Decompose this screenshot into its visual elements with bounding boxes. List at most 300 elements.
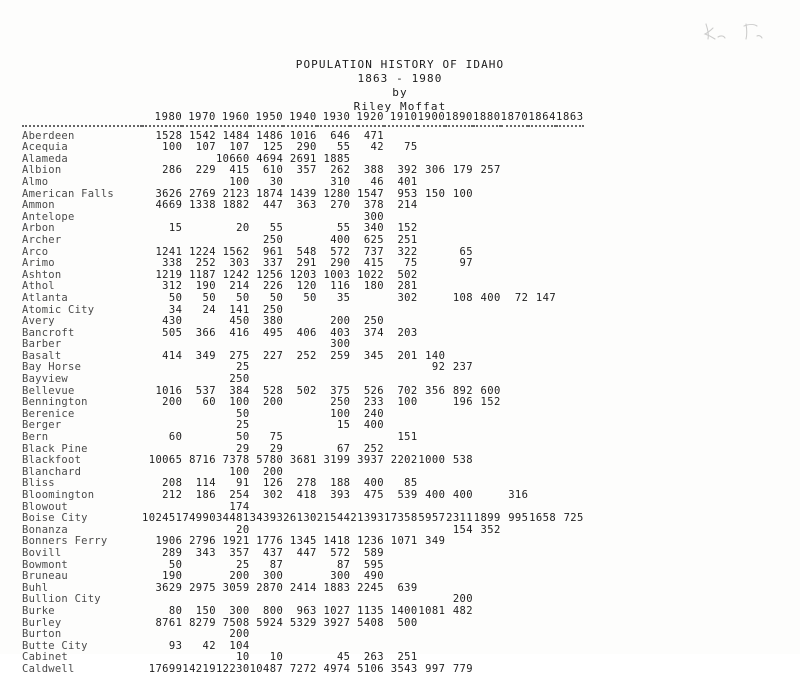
population-cell: 1242 (222, 268, 250, 281)
title-line-3: by (392, 86, 408, 99)
population-cell: 50 (168, 558, 183, 571)
table-row[interactable] (22, 606, 584, 618)
population-cell (182, 571, 216, 583)
table-row[interactable] (22, 490, 584, 502)
population-cell: 25 (236, 361, 250, 374)
population-cell (473, 142, 501, 154)
population-cell: 7378 (222, 454, 250, 467)
table-row[interactable] (22, 618, 584, 630)
population-cell: 5106 (357, 662, 384, 675)
population-cell: 4974 (323, 662, 351, 675)
year-column-header-1950[interactable]: 1950 (255, 111, 284, 123)
population-cell (556, 258, 584, 270)
population-cell: 87 (269, 558, 284, 571)
population-cell: 2691 (289, 152, 317, 165)
population-cell (142, 652, 182, 664)
population-cell: 1418 (323, 535, 351, 548)
population-cell: 639 (397, 581, 418, 594)
population-cell: 20 (236, 222, 250, 235)
population-cell: 526 (363, 384, 384, 397)
population-cell (556, 455, 584, 467)
population-cell: 114 (195, 477, 216, 490)
title-line-4: Riley Moffat (353, 100, 447, 113)
population-cell (473, 212, 501, 224)
table-row[interactable] (22, 548, 584, 560)
population-cell: 17358 (384, 512, 418, 525)
table-row[interactable] (22, 397, 584, 409)
population-cell: 29 (236, 442, 250, 455)
population-cell (556, 618, 584, 630)
population-cell: 572 (330, 245, 351, 258)
population-cell (501, 444, 529, 456)
place-name: Ammon (22, 199, 55, 212)
place-name: Buhl (22, 581, 49, 594)
population-cell (473, 223, 501, 235)
population-cell (528, 594, 556, 606)
population-cell (556, 177, 584, 189)
population-cell: 1776 (256, 535, 284, 548)
population-cell: 208 (162, 477, 183, 490)
population-cell (142, 235, 182, 247)
population-cell (528, 548, 556, 560)
population-cell: 147 (535, 291, 557, 304)
population-cell: 589 (363, 546, 384, 559)
population-cell: 67 (336, 442, 351, 455)
population-cell: 104 (229, 639, 250, 652)
table-header (22, 112, 584, 131)
table-row[interactable] (22, 652, 584, 664)
place-name: Bonanza (22, 523, 69, 536)
population-cell: 316 (508, 489, 529, 501)
year-column-header-1910[interactable]: 1910 (389, 111, 418, 123)
population-cell: 401 (397, 175, 418, 188)
population-cell (528, 641, 556, 653)
year-column-header-1870[interactable]: 1870 (500, 111, 529, 123)
population-cell: 1439 (289, 187, 317, 200)
population-cell (501, 339, 529, 351)
year-column-header-1900[interactable]: 1900 (417, 111, 446, 123)
population-cell: 3059 (222, 581, 250, 594)
population-cell (556, 467, 584, 479)
population-cell: 447 (296, 546, 317, 559)
population-cell: 495 (263, 326, 284, 339)
population-cell: 65 (459, 245, 473, 258)
year-column-header-1880[interactable]: 1880 (472, 111, 501, 123)
population-cell (556, 641, 584, 653)
population-cell: 10065 (148, 454, 183, 467)
table-row[interactable] (22, 177, 584, 189)
year-column-header-1930[interactable]: 1930 (322, 111, 351, 123)
place-name: Bloomington (22, 489, 95, 501)
place-name: Bonners Ferry (22, 535, 108, 548)
table-row[interactable] (22, 305, 584, 317)
population-cell: 212 (162, 489, 183, 501)
population-cell: 100 (397, 396, 418, 409)
population-cell (556, 386, 584, 398)
table-row[interactable] (22, 420, 584, 432)
place-name: Atomic City (22, 303, 95, 316)
population-cell: 55 (336, 222, 351, 235)
year-column-header-1960[interactable]: 1960 (221, 111, 250, 123)
population-cell: 300 (330, 338, 351, 351)
population-cell: 356 (425, 384, 446, 397)
population-cell: 190 (162, 570, 183, 583)
year-column-header-1864[interactable]: 1864 (528, 111, 557, 123)
population-cell (283, 235, 317, 247)
rule-cell-1864 (528, 124, 556, 131)
population-cell: 357 (296, 164, 317, 177)
population-cell (501, 409, 529, 421)
population-cell (418, 200, 446, 212)
population-cell (418, 618, 446, 630)
population-cell: 200 (162, 396, 183, 409)
population-cell (473, 339, 501, 351)
population-cell (556, 664, 584, 676)
population-cell (501, 455, 529, 467)
table-row[interactable] (22, 455, 584, 467)
population-cell: 286 (162, 164, 183, 177)
population-cell: 1400 (390, 604, 418, 617)
population-cell: 1658 (529, 512, 557, 525)
population-cell: 152 (480, 396, 501, 409)
population-cell (501, 270, 529, 282)
population-cell: 572 (330, 546, 351, 559)
year-column-header-1863[interactable]: 1863 (556, 111, 584, 123)
population-cell (528, 131, 556, 143)
population-cell: 5780 (256, 454, 284, 467)
population-cell (501, 571, 529, 583)
table-row[interactable] (22, 409, 584, 421)
place-name: Archer (22, 233, 62, 246)
title-line-1: POPULATION HISTORY OF IDAHO (295, 58, 505, 71)
population-cell: 306 (425, 164, 446, 177)
population-cell (501, 583, 529, 595)
place-name: Bancroft (22, 326, 75, 339)
population-cell: 322 (397, 245, 418, 258)
population-cell: 1345 (289, 535, 317, 548)
population-cell: 430 (162, 315, 183, 328)
population-cell: 250 (263, 233, 284, 246)
document-title-block (0, 58, 800, 114)
population-cell (556, 490, 584, 502)
population-cell (528, 142, 556, 154)
population-cell: 1542 (189, 129, 216, 142)
population-cell (556, 235, 584, 247)
population-cell (473, 536, 501, 548)
table-row[interactable] (22, 328, 584, 340)
table-row[interactable] (22, 362, 584, 374)
population-cell (556, 536, 584, 548)
population-cell (473, 444, 501, 456)
population-cell (473, 583, 501, 595)
population-cell (384, 374, 418, 386)
population-cell (283, 409, 317, 421)
population-cell (182, 316, 216, 328)
place-name: Bellevue (22, 384, 75, 397)
place-name: Atlanta (22, 291, 69, 304)
population-cell (473, 606, 501, 618)
population-cell (445, 305, 473, 317)
population-cell: 475 (363, 489, 384, 501)
population-cell (501, 316, 529, 328)
population-cell: 505 (162, 326, 183, 339)
population-cell: 725 (563, 512, 584, 525)
population-cell: 251 (397, 651, 418, 664)
population-cell (182, 374, 216, 386)
population-cell (528, 629, 556, 641)
population-cell: 303 (229, 257, 250, 270)
population-cell (501, 235, 529, 247)
table-row[interactable] (22, 223, 584, 235)
population-cell: 374 (363, 326, 384, 339)
population-cell: 50 (236, 431, 250, 444)
population-cell: 1003 (323, 268, 351, 281)
population-cell: 12230 (215, 662, 250, 675)
population-cell (528, 235, 556, 247)
population-cell (556, 131, 584, 143)
population-cell (556, 652, 584, 664)
population-cell (473, 548, 501, 560)
population-cell: 961 (263, 245, 284, 258)
population-cell (501, 548, 529, 560)
population-cell (528, 339, 556, 351)
population-cell (556, 397, 584, 409)
population-cell: 1219 (155, 268, 183, 281)
population-cell (501, 664, 529, 676)
year-column-header-1920[interactable]: 1920 (356, 111, 384, 123)
population-cell: 2123 (222, 187, 250, 200)
population-cell (473, 664, 501, 676)
place-name: Almo (22, 175, 49, 188)
population-cell (473, 641, 501, 653)
title-line-2: 1863 - 1980 (357, 72, 443, 85)
population-cell (528, 467, 556, 479)
population-cell: 100 (330, 407, 351, 420)
place-name: Caldwell (22, 662, 75, 675)
population-cell (473, 432, 501, 444)
population-cell: 646 (330, 129, 351, 142)
population-cell: 201 (397, 349, 418, 362)
table-row[interactable] (22, 316, 584, 328)
population-cell (445, 270, 473, 282)
population-cell (528, 652, 556, 664)
population-cell: 400 (330, 233, 351, 246)
rule-cell-1900 (418, 124, 446, 131)
population-cell: 1885 (323, 152, 351, 165)
population-cell: 10487 (249, 662, 284, 675)
population-cell: 200 (229, 570, 250, 583)
population-cell: 300 (263, 570, 284, 583)
population-cell (283, 374, 317, 386)
rule-cell-1910 (384, 124, 418, 131)
population-cell (501, 362, 529, 374)
table-row[interactable] (22, 235, 584, 247)
population-cell: 338 (162, 257, 183, 270)
population-cell: 190 (195, 280, 216, 293)
population-cell: 3681 (289, 454, 317, 467)
population-cell: 2311 (446, 512, 473, 525)
table-row[interactable] (22, 560, 584, 572)
population-cell: 539 (397, 489, 418, 501)
year-column-header-1970[interactable]: 1970 (188, 111, 216, 123)
population-cell: 2414 (289, 581, 317, 594)
place-name: Albion (22, 164, 62, 177)
population-cell (473, 478, 501, 490)
population-cell: 55 (336, 141, 351, 154)
place-name: Burton (22, 628, 62, 641)
population-cell: 100 (162, 141, 183, 154)
population-cell: 226 (263, 280, 284, 293)
population-cell (283, 212, 317, 224)
population-cell: 34 (168, 303, 183, 316)
population-cell: 15 (168, 222, 183, 235)
population-cell: 400 (480, 291, 501, 304)
population-cell (418, 305, 446, 317)
table-row[interactable] (22, 200, 584, 212)
population-cell (528, 362, 556, 374)
population-cell (528, 189, 556, 201)
population-cell: 1187 (189, 268, 216, 281)
population-cell (501, 560, 529, 572)
population-cell: 502 (397, 268, 418, 281)
population-cell: 180 (363, 280, 384, 293)
population-cell (501, 212, 529, 224)
population-cell (501, 177, 529, 189)
population-cell (445, 420, 473, 432)
population-cell: 45 (336, 651, 351, 664)
population-cell (556, 444, 584, 456)
population-cell (445, 328, 473, 340)
table-row[interactable] (22, 212, 584, 224)
population-cell (556, 478, 584, 490)
population-cell: 1486 (256, 129, 284, 142)
population-cell: 610 (263, 164, 284, 177)
population-cell (182, 409, 216, 421)
population-cell (445, 409, 473, 421)
place-name: Blanchard (22, 465, 82, 478)
population-cell (418, 328, 446, 340)
place-name: Cabinet (22, 651, 69, 664)
population-cell (317, 374, 351, 386)
population-cell (501, 397, 529, 409)
population-cell (283, 432, 317, 444)
table-row[interactable] (22, 571, 584, 583)
population-cell: 4694 (256, 152, 284, 165)
rule-cell-1890 (445, 124, 473, 131)
population-cell (418, 467, 446, 479)
year-column-header-1980[interactable]: 1980 (154, 111, 183, 123)
population-cell (501, 351, 529, 363)
table-row[interactable] (22, 641, 584, 653)
population-cell (418, 177, 446, 189)
population-cell (473, 571, 501, 583)
population-cell: 595 (363, 558, 384, 571)
population-cell (445, 316, 473, 328)
population-cell: 200 (263, 396, 284, 409)
population-cell (556, 583, 584, 595)
population-cell: 150 (425, 187, 446, 200)
table-row[interactable] (22, 293, 584, 305)
population-cell: 1022 (357, 268, 384, 281)
population-cell: 97 (459, 257, 473, 270)
population-cell (216, 235, 250, 247)
population-cell (528, 165, 556, 177)
population-cell: 24 (202, 303, 216, 316)
population-cell: 8279 (189, 616, 216, 629)
population-cell: 1547 (357, 187, 384, 200)
population-cell: 7508 (222, 616, 250, 629)
population-cell: 270 (330, 199, 351, 212)
population-cell: 300 (363, 210, 384, 223)
table-row[interactable] (22, 583, 584, 595)
population-cell: 154 (452, 523, 473, 536)
population-cell: 737 (363, 245, 384, 258)
table-row[interactable] (22, 258, 584, 270)
population-cell: 1241 (155, 245, 183, 258)
place-name: Acequia (22, 141, 69, 154)
population-cell: 1027 (323, 604, 351, 617)
population-cell: 107 (229, 141, 250, 154)
population-cell: 349 (195, 349, 216, 362)
table-row[interactable] (22, 165, 584, 177)
population-cell (473, 409, 501, 421)
population-cell (473, 247, 501, 259)
table-row[interactable] (22, 664, 584, 676)
population-cell: 29 (269, 442, 284, 455)
population-cell: 8716 (189, 454, 216, 467)
population-cell: 80 (168, 604, 183, 617)
table-row[interactable] (22, 432, 584, 444)
population-cell: 995 (508, 512, 529, 525)
population-cell (384, 548, 418, 560)
population-cell: 3543 (390, 662, 418, 675)
year-column-header-1890[interactable]: 1890 (445, 111, 473, 123)
population-cell (418, 548, 446, 560)
population-cell: 953 (397, 187, 418, 200)
population-cell (528, 200, 556, 212)
table-row[interactable] (22, 351, 584, 363)
population-cell (418, 629, 446, 641)
population-cell (445, 432, 473, 444)
population-cell: 152 (397, 222, 418, 235)
population-cell (556, 374, 584, 386)
population-cell: 490 (363, 570, 384, 583)
population-cell (445, 548, 473, 560)
population-cell: 252 (363, 442, 384, 455)
place-name: Antelope (22, 210, 75, 223)
table-row[interactable] (22, 374, 584, 386)
population-cell: 100 (452, 187, 473, 200)
population-cell: 15 (336, 419, 351, 432)
population-cell: 302 (263, 489, 284, 501)
table-row[interactable] (22, 629, 584, 641)
year-column-header-1940[interactable]: 1940 (289, 111, 317, 123)
population-cell (418, 397, 446, 409)
population-cell: 60 (202, 396, 216, 409)
place-name: Ashton (22, 268, 62, 281)
population-cell: 281 (397, 280, 418, 293)
population-cell: 447 (263, 199, 284, 212)
population-cell: 250 (263, 303, 284, 316)
population-cell (473, 351, 501, 363)
population-cell (528, 420, 556, 432)
population-cell (501, 305, 529, 317)
population-cell (317, 362, 351, 374)
place-column-header (22, 112, 142, 124)
population-cell: 892 (452, 384, 473, 397)
population-cell: 352 (480, 523, 501, 536)
population-cell: 3626 (155, 187, 183, 200)
